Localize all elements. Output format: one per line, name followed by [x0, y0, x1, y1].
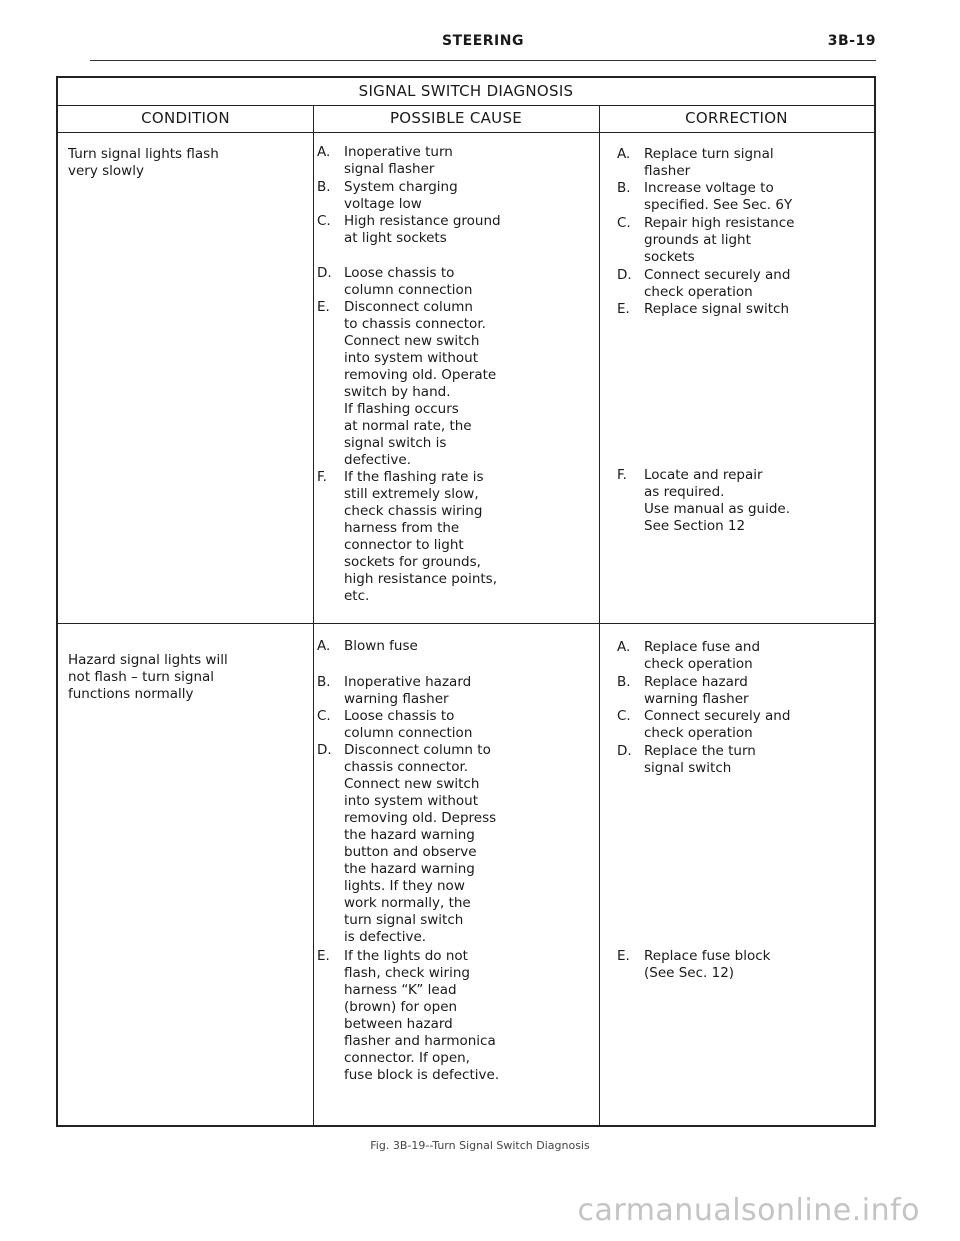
page-header	[90, 30, 876, 61]
condition-text: Hazard signal lights will not flash – turn signal functions normally	[68, 652, 228, 702]
watermark: carmanualsonline.info	[577, 1193, 920, 1228]
column-header-cause: POSSIBLE CAUSE	[313, 105, 599, 133]
row-divider	[58, 623, 874, 624]
table-title: SIGNAL SWITCH DIAGNOSIS	[58, 78, 874, 106]
page-number: 3B-19	[827, 33, 876, 49]
section-title: STEERING	[442, 33, 524, 49]
column-divider	[313, 105, 314, 1125]
column-header-correction: CORRECTION	[599, 105, 874, 133]
diagnosis-table: SIGNAL SWITCH DIAGNOSIS CONDITION POSSIBLE CAUSE CORRECTION Turn signal lights flash very slowly A. Inoperative turn signal flasher B. System charging voltage low C. High resistance ground at light sockets D. Loose chassis to column connection E. Disconnect column to chassis connector. Connect new switch into system without removing old. Operate switch by hand. If flashing occurs at normal rate, the signal switch is defective. F. If the flashing rate is still extremely slow, check chassis wiring harness from the connector to light sockets for grounds, high resistance points, etc. A. Replace turn signal flasher B. Increase voltage to specified. See Sec. 6Y C. Repair high resistance grounds at light sockets D. Connect securely and check operation E. Replace signal switch F. Locate and repair as required. Use manual as guide. See Section 12 Hazard signal lights will not flash – turn signal functions normally A. Blown fuse B. Inoperative hazard warning flasher C. Loose chassis to column connection D. Disconnect column to chassis connector. Connect new switch into system without removing old. Depress the hazard warning button and observe the hazard warning lights. If they now work normally, the turn signal switch is defective. E. If the lights do not flash, check wiring harness “K” lead (brown) for open between hazard flasher and harmonica connector. If open, fuse block is defective. A. Replace fuse and check operation B. Replace hazard warning flasher C. Connect securely and check operation D. Replace the turn signal switch E. Replace fuse block (See Sec. 12)	[56, 76, 876, 1127]
condition-text: Turn signal lights flash very slowly	[68, 146, 219, 179]
figure-caption: Fig. 3B-19--Turn Signal Switch Diagnosis	[370, 1139, 590, 1152]
column-header-condition: CONDITION	[58, 105, 313, 133]
